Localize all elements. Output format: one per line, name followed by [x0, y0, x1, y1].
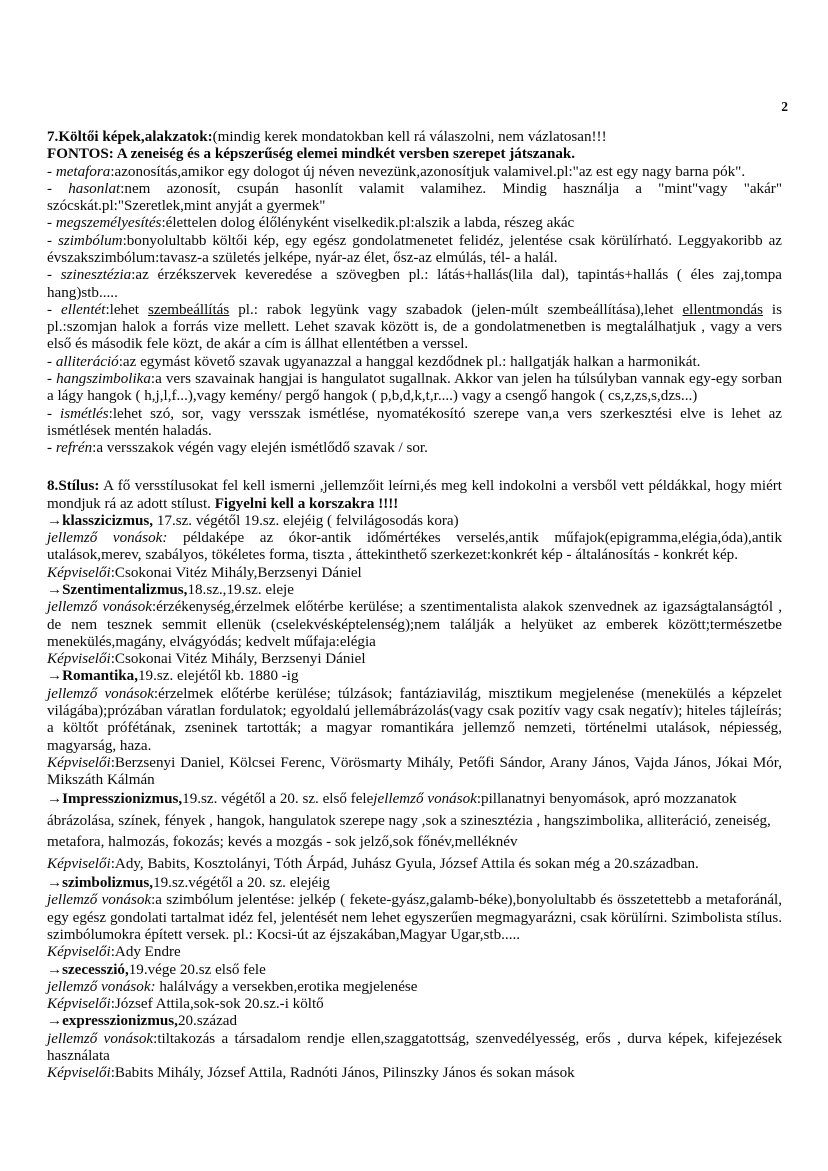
style-name-szentimentalizmus: Szentimentalizmus,: [62, 582, 188, 599]
traits-label: jellemző vonások:: [47, 530, 168, 547]
section8-heading: [47, 478, 782, 513]
section7-heading-rest: (mindig kerek mondatokban kell rá válaszolni, nem vázlatosan!!!: [212, 129, 607, 145]
arrow-icon: →: [47, 668, 63, 685]
style-reps-klasszicizmus: [47, 565, 782, 582]
style-reps-szecesszio: [47, 996, 782, 1013]
poetic-device-szimbolum: [47, 233, 782, 268]
reps-text: :Berzsenyi Daniel, Kölcsei Ferenc, Vörösmarty Mihály, Petőfi Sándor, Arany János, Vajda János, Jókai Mór, Mikszáth Kálmán: [47, 754, 782, 789]
term-szimbolum-text: :bonyolultabb költői kép, egy egész gondolatmenetet felidéz, jelentése csak körülírható. Leggyakoribb az évszakszimbólum:tavasz-a születés jelképe, nyár-az élet, ősz-az elmúlás, tél- a halál.: [47, 232, 782, 266]
style-name-impresszionizmus: Impresszionizmus,: [62, 791, 183, 808]
style-reps-szimbolizmus: [47, 944, 782, 961]
item-dash: -: [47, 370, 57, 387]
style-period-expresszionizmus: 20.század: [177, 1013, 238, 1030]
traits-label: jellemző vonások: [47, 1030, 154, 1047]
traits-label: jellemző vonások: [47, 892, 152, 909]
traits-text: halálvágy a versekben,erotika megjelenése: [155, 978, 418, 995]
term-refren: refrén: [55, 440, 93, 457]
term-ellentet-text-c: is pl.:szomjan halok a forrás vize mellett. Lehet szavak között is, de a gondolatmenetben is megtalálhatjuk , vagy a vers első és második fele közt, de akár a cím is állhat ellentétben a verssel.: [47, 301, 782, 353]
term-szimbolum: szimbólum: [57, 232, 123, 249]
poetic-device-ellentet: [47, 302, 782, 354]
term-hangszimbolika-text: :a vers szavainak hangjai is hangulatot sugallnak. Akkor van jelen ha túlsúlyban vannak egy-egy sorban a lágy hangok ( h,j,l,f...),vagy kemény/ pergő hangok ( p,b,d,k,t,r....) vagy a csengő hangok ( cs,z,zs,s,dzs...): [47, 370, 782, 405]
term-ellentet-text-b: pl.: rabok legyünk vagy szabadok (jelen-múlt szembeállítása),lehet: [229, 301, 683, 318]
section7-important-line: FONTOS: A zeneiség és a képszerűség elemei mindkét versben szerepet játszanak.: [47, 146, 576, 163]
term-metafora: metafora: [55, 163, 111, 180]
term-ellentet-underline-a: szembeállítás: [147, 301, 230, 318]
style-heading-szecesszio: [47, 962, 782, 979]
reps-label: Képviselői: [47, 996, 111, 1013]
reps-label: Képviselői: [47, 754, 111, 771]
style-name-romantika: Romantika,: [62, 668, 138, 685]
poetic-device-hangszimbolika: [47, 371, 782, 406]
term-ellentet-underline-b: ellentmondás: [682, 301, 763, 318]
item-dash: -: [47, 232, 58, 249]
style-name-expresszionizmus: expresszionizmus,: [62, 1013, 178, 1030]
term-ellentet-text-a: :lehet: [105, 301, 148, 318]
style-reps-expresszionizmus: [47, 1065, 782, 1082]
item-dash: -: [47, 405, 60, 422]
style-period-impresszionizmus: 19.sz. végétől a 20. sz. első fele: [182, 791, 374, 808]
arrow-icon: →: [47, 582, 63, 599]
reps-text: :Ady Endre: [110, 944, 181, 961]
poetic-device-megszemelyesites: [47, 215, 782, 232]
poetic-device-ismetles: [47, 406, 782, 441]
style-heading-szimbolizmus: [47, 875, 782, 892]
reps-text: :Csokonai Vitéz Mihály,Berzsenyi Dániel: [110, 564, 362, 581]
style-traits-romantika: [47, 686, 782, 755]
arrow-icon: →: [47, 961, 63, 978]
style-period-szimbolizmus: 19.sz.végétől a 20. sz. elejéig: [153, 875, 330, 892]
style-traits-expresszionizmus: [47, 1031, 782, 1066]
page-number: 2: [781, 99, 788, 114]
section-spacer: [47, 457, 782, 478]
term-ellentet: ellentét: [61, 301, 106, 318]
style-name-szimbolizmus: szimbolizmus,: [62, 875, 154, 892]
section8-heading-emph: Figyelni kell a korszakra !!!!: [214, 495, 399, 512]
traits-label: jellemző vonások:: [47, 978, 156, 995]
style-heading-szentimentalizmus: [47, 582, 782, 599]
section7-heading: [47, 129, 782, 146]
arrow-icon: →: [47, 512, 63, 529]
poetic-device-alliteracio: [47, 354, 782, 371]
style-traits-klasszicizmus: [47, 530, 782, 565]
reps-label: Képviselői: [47, 855, 111, 872]
style-heading-romantika: [47, 668, 782, 685]
reps-label: Képviselői: [47, 944, 111, 961]
style-reps-szentimentalizmus: [47, 651, 782, 668]
style-heading-expresszionizmus: [47, 1013, 782, 1030]
term-metafora-text: :azonosítás,amikor egy dologot új néven nevezünk,azonosítjuk valamivel.pl:"az est egy nagy barna pók".: [110, 163, 746, 180]
arrow-icon: →: [47, 875, 63, 892]
reps-label: Képviselői: [47, 564, 111, 581]
traits-text: :érzékenység,érzelmek előtérbe kerülése; a szentimentalista alakok szenvednek az igazságtalanságtól , de nem tesznek semmit ellenük (cselekvésképtelenség);nem találják a helyüket az emberek között;természetbe menekülés,magány, elvágyódás; kedvelt műfaja:elégia: [47, 599, 782, 650]
term-hasonlat: hasonlat: [68, 180, 121, 197]
term-szinesztezia-text: :az érzékszervek keveredése a szövegben pl.: látás+hallás(lila dal), tapintás+hallás ( éles zaj,tompa hang)stb.....: [47, 267, 782, 301]
reps-text: :József Attila,sok-sok 20.sz.-i költő: [110, 996, 324, 1013]
traits-text: :pillanatnyi benyomások, apró mozzanatok ábrázolása, színek, fények , hangok, hangulatok szerepe nagy ,sok a szinesztézia , hangszimbolika, alliteráció, zeneiség, metafora, halmozás, fokozás; kevés a mozgás - sok jelző,sok főnév,melléknév: [47, 791, 771, 851]
style-name-klasszicizmus: klasszicizmus,: [62, 512, 154, 529]
style-heading-impresszionizmus: [47, 789, 782, 853]
style-reps-impresszionizmus: [47, 854, 782, 875]
reps-label: Képviselői: [47, 651, 111, 668]
style-traits-szimbolizmus: [47, 892, 782, 944]
term-alliteracio-text: :az egymást követő szavak ugyanazzal a hanggal kezdődnek pl.: hallgatják halkan a harmonikát.: [118, 353, 701, 370]
term-ismetles: ismétlés: [60, 405, 109, 422]
poetic-device-refren: [47, 440, 782, 457]
style-reps-romantika: [47, 755, 782, 790]
document-body: [47, 129, 782, 1082]
section8-heading-rest: A fő versstílusokat fel kell ismerni ,jellemzőit leírni,és meg kell indokolni a versből vett példákkal, hogy miért mondjuk rá az adott stílust.: [47, 478, 782, 512]
poetic-device-hasonlat: [47, 181, 782, 216]
term-ismetles-text: :lehet szó, sor, vagy versszak ismétlése, nyomatékosító szerepe van,a vers szerkesztési elve is lehet az ismétlések mentén haladás.: [47, 405, 782, 439]
term-hasonlat-text: :nem azonosít, csupán hasonlít valamit valamihez. Mindig használja a "mint"vagy "akár" szócskát.pl:"Szeretlek,mint anyját a gyermek": [47, 180, 782, 215]
item-dash: -: [47, 215, 56, 232]
style-traits-szecesszio: [47, 979, 782, 996]
item-dash: -: [47, 267, 61, 284]
traits-label: jellemző vonások: [373, 791, 477, 808]
reps-label: Képviselői: [47, 1065, 111, 1082]
traits-text: példaképe az ókor-antik időmértékes verselés,antik műfajok(epigramma,elégia,óda),antik utalások,merev, szabályos, tökéletes forma, tiszta , áttekinthető szerkezet:konkrét kép - általánosítás - konkrét kép.: [47, 530, 782, 564]
style-period-szecesszio: 19.vége 20.sz első fele: [128, 961, 266, 978]
term-refren-text: :a versszakok végén vagy elején ismétlődő szavak / sor.: [92, 440, 428, 457]
traits-text: :érzelmek előtérbe kerülése; túlzások; fantáziavilág, misztikum megjelenése (menekülés a képzelet világába);prózában váratlan fordulatok; egyoldalú jellemábrázolás(vagy csak pozitív vagy csak negatív); hiteles tájleírás; a költőt prófétának, zseninek tartották; a magyar romantikára jellemző nemzeti, történelmi utalások, népiesség, magyarság, haza.: [47, 685, 782, 754]
reps-text: :Csokonai Vitéz Mihály, Berzsenyi Dániel: [110, 651, 366, 668]
traits-text: :tiltakozás a társadalom rendje ellen,szaggatottság, szenvedélyesség, erős , durva képek, kifejezések használata: [47, 1030, 782, 1064]
item-dash: -: [47, 180, 69, 197]
term-megszemelyesites-text: :élettelen dolog élőlényként viselkedik.pl:alszik a labda, részeg akác: [161, 215, 575, 232]
poetic-device-szinesztezia: [47, 267, 782, 302]
style-traits-szentimentalizmus: [47, 599, 782, 651]
arrow-icon: →: [47, 1013, 63, 1030]
traits-label: jellemző vonások: [47, 599, 152, 616]
arrow-icon: →: [47, 791, 63, 808]
style-period-klasszicizmus: 17.sz. végétől 19.sz. elejéig ( felvilágosodás kora): [153, 512, 459, 529]
style-period-szentimentalizmus: 18.sz.,19.sz. eleje: [187, 582, 294, 599]
term-szinesztezia: szinesztézia: [60, 267, 132, 284]
item-dash: -: [47, 353, 56, 370]
traits-text: :a szimbólum jelentése: jelkép ( fekete-gyász,galamb-béke),bonyolultabb és összetettebb a metaforánál, egy egész gondolati tartalmat idéz fel, jelentését nem lehet egyszerűen megmagyarázni, csak körülírni. Szimbolista stílus. szimbólumokra épített versek. pl.: Kocsi-út az éjszakában,Magyar Ugar,stb.....: [47, 892, 782, 943]
style-heading-klasszicizmus: [47, 513, 782, 530]
poetic-device-metafora: [47, 164, 782, 181]
term-hangszimbolika: hangszimbolika: [56, 370, 151, 387]
item-dash: -: [47, 301, 62, 318]
item-dash: -: [47, 440, 56, 457]
item-dash: -: [47, 163, 56, 180]
term-alliteracio: alliteráció: [55, 353, 119, 370]
style-period-romantika: 19.sz. elejétől kb. 1880 -ig: [138, 668, 299, 685]
traits-label: jellemző vonások: [47, 685, 154, 702]
reps-text: :Babits Mihály, József Attila, Radnóti János, Pilinszky János és sokan mások: [110, 1065, 575, 1082]
section8-heading-bold: 8.Stílus:: [47, 478, 100, 495]
section7-heading-bold: 7.Költői képek,alakzatok:: [47, 129, 213, 145]
term-megszemelyesites: megszemélyesítés: [55, 215, 162, 232]
reps-text: :Ady, Babits, Kosztolányi, Tóth Árpád, Juhász Gyula, József Attila és sokan még a 20.században.: [110, 855, 699, 872]
style-block-impresszionizmus: [47, 789, 782, 875]
style-name-szecesszio: szecesszió,: [62, 961, 129, 978]
